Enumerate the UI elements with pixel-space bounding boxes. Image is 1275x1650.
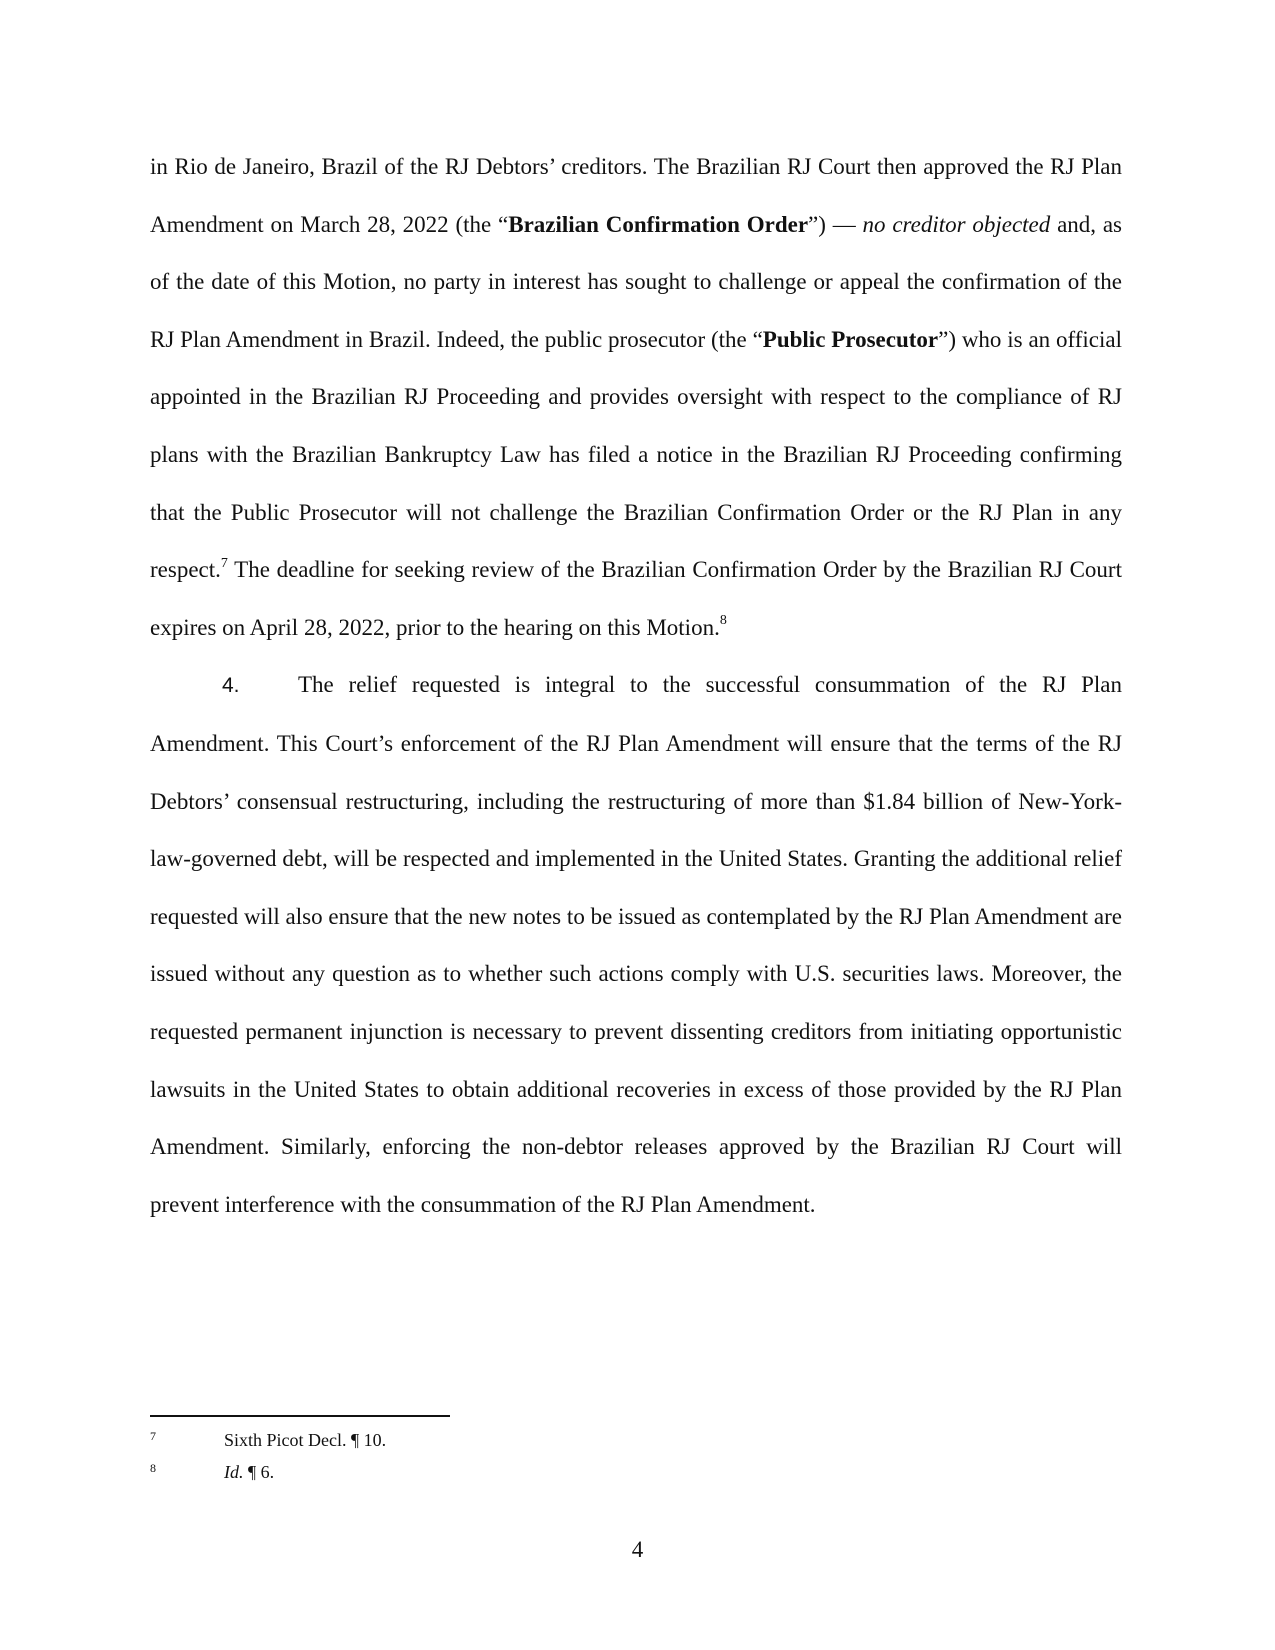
footnote-italic-prefix: Id. — [224, 1462, 244, 1482]
paragraph-text: The deadline for seeking review of the Brazilian Confirmation Order by the Brazilian RJ Court expires on April 28, 2022, prior to the hearing on this Motion. — [150, 557, 1122, 640]
footnote-number: 8 — [150, 1461, 156, 1475]
paragraph-number: 4. — [222, 674, 240, 698]
footnote-reference-8[interactable]: 8 — [719, 613, 727, 629]
footnotes — [150, 1424, 1122, 1488]
paragraph-text: ”) who is an official appointed in the Brazilian RJ Proceeding and provides oversight with respect to the compliance of RJ plans with the Brazilian Bankruptcy Law has filed a notice in the Brazilian RJ Proceeding confirming that the Public Prosecutor will not challenge the Brazilian Confirmation Order or the RJ Plan in any respect. — [150, 326, 1122, 583]
footnote-body: ¶ 6. — [243, 1462, 275, 1482]
paragraph-text: The relief requested is integral to the successful consummation of the RJ Plan Amendment. This Court’s enforcement of the RJ Plan Amendment will ensure that the terms of the RJ Debtors’ consensual restructuring, including the restructuring of more than $1.84 billion of New-York-law-governed debt, will be respected and implemented in the United States. Granting the additional relief requested will also ensure that the new notes to be issued as contemplated by the RJ Plan Amendment are issued without any question as to whether such actions comply with U.S. securities laws. Moreover, the requested permanent injunction is necessary to prevent dissenting creditors from initiating opportunistic lawsuits in the United States to obtain additional recoveries in excess of those provided by the RJ Plan Amendment. Similarly, enforcing the non-debtor releases approved by the Brazilian RJ Court will prevent interference with the consummation of the RJ Plan Amendment. — [150, 672, 1122, 1217]
footnote-text — [224, 1424, 386, 1456]
page-number: 4 — [631, 1537, 644, 1562]
footnote-reference-7[interactable]: 7 — [220, 555, 228, 571]
defined-term-public-prosecutor: Public Prosecutor — [762, 326, 939, 352]
paragraph-text: ”) — — [808, 211, 863, 237]
footnote-number: 7 — [150, 1429, 156, 1443]
footnote-7 — [150, 1424, 1122, 1456]
footnote-body: Sixth Picot Decl. ¶ 10. — [224, 1430, 387, 1450]
footnote-separator — [150, 1415, 450, 1417]
defined-term-brazilian-confirmation-order: Brazilian Confirmation Order — [508, 211, 809, 237]
paragraph-4 — [150, 656, 1122, 1233]
paragraph-text: in Rio de Janeiro, Brazil of the RJ Debtors’ creditors. The Brazilian RJ Court then approved the RJ Plan Amendment on March 28, 2022 (the “ — [150, 154, 1122, 237]
footnote-text — [224, 1456, 274, 1488]
emphasis-no-creditor-objected: no creditor objected — [862, 211, 1051, 237]
footnote-8 — [150, 1456, 1122, 1488]
paragraph-continued — [150, 138, 1122, 656]
paragraph-text: and, as of the date of this Motion, no party in interest has sought to challenge or appeal the confirmation of the RJ Plan Amendment in Brazil. Indeed, the public prosecutor (the “ — [150, 211, 1122, 352]
body-text — [150, 138, 1122, 1233]
